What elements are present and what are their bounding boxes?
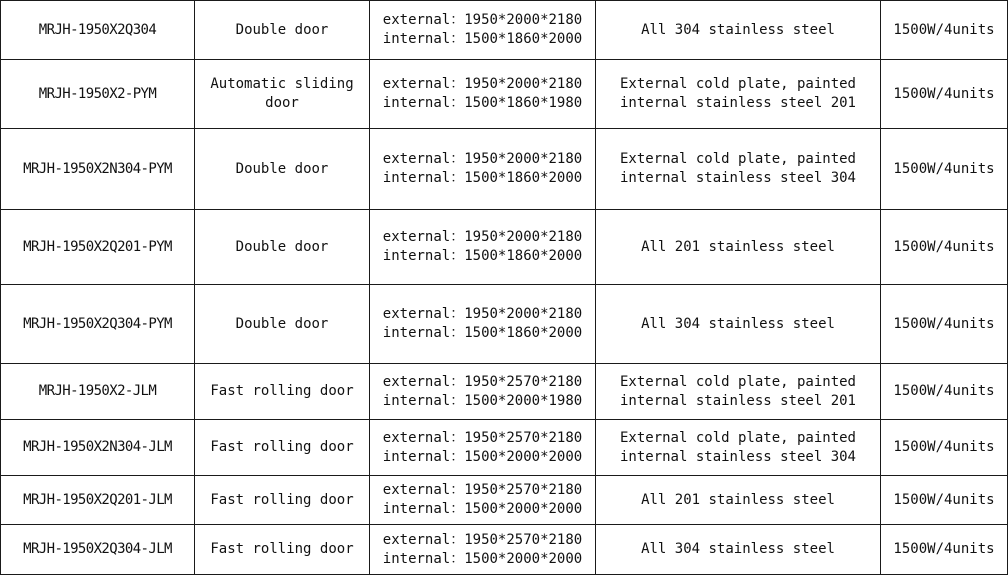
material-cell — [596, 364, 881, 420]
power-cell: 1500W/4units — [881, 1, 1008, 60]
power-cell: 1500W/4units — [881, 476, 1008, 525]
door-type-cell — [195, 60, 370, 129]
door-type-cell — [195, 420, 370, 476]
external-dimensions: external：1950*2000*2180 — [382, 306, 583, 322]
table-row — [1, 60, 1008, 129]
external-dimensions: external：1950*2570*2180 — [382, 482, 583, 498]
external-dimensions: external：1950*2000*2180 — [382, 229, 583, 245]
model-cell: MRJH-1950X2-JLM — [1, 364, 195, 420]
internal-dimensions: internal：1500*2000*2000 — [382, 448, 583, 465]
material-line-2: internal stainless steel 304 — [619, 448, 856, 465]
material-line-2: internal stainless steel 304 — [619, 170, 856, 186]
external-dimensions: external：1950*2000*2180 — [382, 12, 583, 28]
model-cell: MRJH-1950X2Q304-JLM — [1, 525, 195, 575]
table-row — [1, 525, 1008, 575]
door-type-cell — [195, 285, 370, 364]
door-type-cell — [195, 364, 370, 420]
dimensions-cell — [370, 129, 596, 210]
material-line-1: External cold plate, painted — [619, 76, 856, 92]
dimensions-cell — [370, 60, 596, 129]
internal-dimensions: internal：1500*1860*2000 — [382, 248, 583, 264]
external-dimensions: external：1950*2000*2180 — [382, 151, 583, 167]
material-cell — [596, 476, 881, 525]
table-row — [1, 1, 1008, 60]
door-type-text: Double door — [235, 238, 329, 255]
material-line-1: All 304 stainless steel — [641, 21, 835, 38]
power-cell: 1500W/4units — [881, 60, 1008, 129]
material-line-1: All 201 stainless steel — [641, 238, 835, 255]
dimensions-cell — [370, 285, 596, 364]
table-row — [1, 129, 1008, 210]
table-row — [1, 476, 1008, 525]
model-cell: MRJH-1950X2-PYM — [1, 60, 195, 129]
power-cell: 1500W/4units — [881, 129, 1008, 210]
door-type-text: Fast rolling door — [210, 491, 354, 508]
dimensions-cell — [370, 364, 596, 420]
material-line-2: internal stainless steel 201 — [619, 392, 856, 409]
door-type-text: Fast rolling door — [210, 439, 354, 455]
internal-dimensions: internal：1500*2000*2000 — [382, 501, 583, 517]
material-cell — [596, 420, 881, 476]
power-cell: 1500W/4units — [881, 210, 1008, 285]
external-dimensions: external：1950*2000*2180 — [382, 76, 583, 92]
material-cell — [596, 60, 881, 129]
material-line-1: External cold plate, painted — [619, 151, 856, 167]
material-cell — [596, 285, 881, 364]
model-cell: MRJH-1950X2N304-JLM — [1, 420, 195, 476]
dimensions-cell — [370, 210, 596, 285]
material-line-1: External cold plate, painted — [619, 429, 856, 446]
model-cell: MRJH-1950X2N304-PYM — [1, 129, 195, 210]
material-line-1: All 304 stainless steel — [641, 541, 835, 557]
dimensions-cell — [370, 525, 596, 575]
internal-dimensions: internal：1500*2000*2000 — [382, 550, 583, 567]
material-cell — [596, 525, 881, 575]
material-line-2: internal stainless steel 201 — [619, 95, 856, 111]
model-cell: MRJH-1950X2Q201-JLM — [1, 476, 195, 525]
door-type-text: Automatic sliding door — [210, 76, 354, 111]
internal-dimensions: internal：1500*2000*1980 — [382, 392, 583, 409]
material-line-1: All 201 stainless steel — [641, 491, 835, 508]
material-line-1: External cold plate, painted — [619, 373, 856, 390]
table-row — [1, 210, 1008, 285]
door-type-text: Double door — [235, 160, 329, 177]
external-dimensions: external：1950*2570*2180 — [382, 429, 583, 446]
door-type-text: Double door — [235, 21, 329, 38]
door-type-text: Fast rolling door — [210, 383, 354, 399]
table-row — [1, 364, 1008, 420]
table-row — [1, 420, 1008, 476]
internal-dimensions: internal：1500*1860*2000 — [382, 325, 583, 341]
door-type-cell — [195, 129, 370, 210]
power-cell: 1500W/4units — [881, 420, 1008, 476]
model-cell: MRJH-1950X2Q304 — [1, 1, 195, 60]
external-dimensions: external：1950*2570*2180 — [382, 531, 583, 548]
door-type-cell — [195, 476, 370, 525]
model-cell: MRJH-1950X2Q201-PYM — [1, 210, 195, 285]
material-cell — [596, 1, 881, 60]
door-type-text: Fast rolling door — [210, 541, 354, 557]
model-cell: MRJH-1950X2Q304-PYM — [1, 285, 195, 364]
door-type-cell — [195, 525, 370, 575]
dimensions-cell — [370, 476, 596, 525]
external-dimensions: external：1950*2570*2180 — [382, 373, 583, 390]
power-cell: 1500W/4units — [881, 285, 1008, 364]
door-type-text: Double door — [235, 315, 329, 332]
material-line-1: All 304 stainless steel — [641, 315, 835, 332]
table-row — [1, 285, 1008, 364]
internal-dimensions: internal：1500*1860*2000 — [382, 31, 583, 47]
power-cell: 1500W/4units — [881, 525, 1008, 575]
door-type-cell — [195, 1, 370, 60]
power-cell: 1500W/4units — [881, 364, 1008, 420]
dimensions-cell — [370, 420, 596, 476]
material-cell — [596, 210, 881, 285]
material-cell — [596, 129, 881, 210]
door-type-cell — [195, 210, 370, 285]
internal-dimensions: internal：1500*1860*2000 — [382, 170, 583, 186]
dimensions-cell — [370, 1, 596, 60]
internal-dimensions: internal：1500*1860*1980 — [382, 95, 583, 111]
